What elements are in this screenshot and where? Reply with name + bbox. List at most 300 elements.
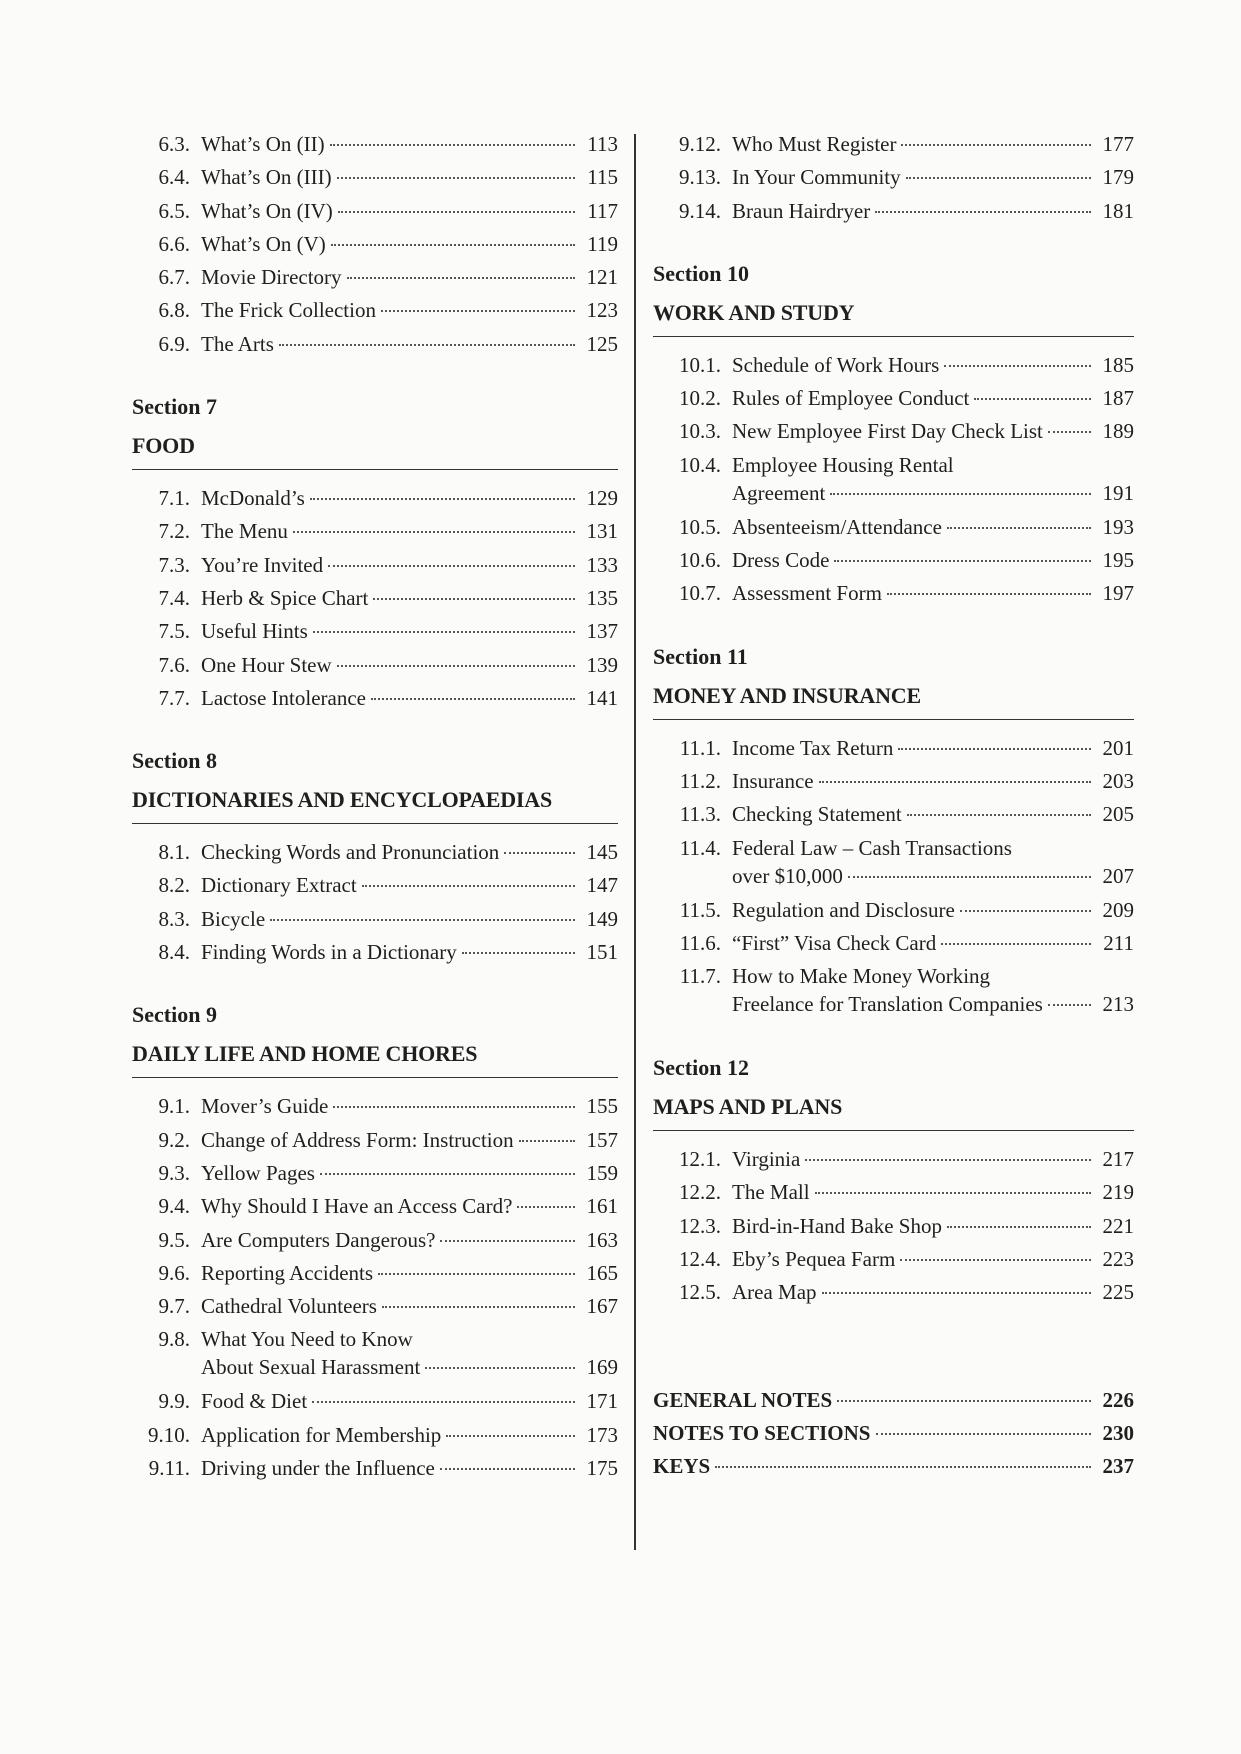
toc-entry[interactable] [653,1276,1134,1309]
dot-leader [371,698,575,700]
entry-page-number: 165 [586,1260,618,1285]
entry-number: 9.10. [148,1422,190,1447]
dot-leader [960,910,1091,912]
entry-number: 7.3. [158,552,190,577]
dot-leader [900,1259,1091,1261]
dot-leader [1048,431,1091,433]
toc-entry[interactable] [653,732,1134,765]
entry-page-number: 151 [586,940,618,965]
entry-page-number: 205 [1102,802,1134,827]
dot-leader [440,1240,575,1242]
entry-title: Herb & Spice Chart [201,585,369,610]
entry-number: 12.4. [679,1247,721,1272]
toc-entry[interactable] [653,765,1134,798]
toc-entry-line [132,1353,618,1381]
dot-leader [313,631,575,633]
dot-leader [830,493,1091,495]
toc-entry[interactable] [132,649,618,682]
entry-title: The Mall [732,1180,810,1205]
toc-entry[interactable] [653,798,1134,831]
entry-title: Checking Words and Pronunciation [201,840,500,865]
toc-entry[interactable] [653,415,1134,448]
entry-number: 6.7. [158,265,190,290]
toc-entry[interactable] [653,832,1134,894]
entry-number: 9.7. [158,1294,190,1319]
toc-entry[interactable] [653,128,1134,161]
right-sections [653,258,1134,1310]
entry-page-number: 141 [586,685,618,710]
toc-entry[interactable] [653,449,1134,511]
entry-page-number: 155 [586,1094,618,1119]
entry-title: Lactose Intolerance [201,685,366,710]
entry-page-number: 221 [1102,1213,1134,1238]
entry-page-number: 209 [1102,897,1134,922]
right-column [653,128,1134,1484]
dot-leader [337,177,575,179]
entry-page-number: 211 [1103,930,1134,955]
toc-entry[interactable] [132,1419,618,1452]
toc-entry[interactable] [653,1243,1134,1276]
entry-page-number: 169 [586,1355,618,1380]
left-column [132,128,618,1485]
entry-page-number: 226 [1102,1387,1134,1412]
entry-title: Mover’s Guide [201,1094,329,1119]
entry-title: Cathedral Volunteers [201,1294,377,1319]
entry-title: Who Must Register [732,132,897,156]
entry-title: Federal Law – Cash Transactions [732,835,1012,860]
toc-entry[interactable] [132,294,618,327]
section-title: WORK AND STUDY [653,298,1134,337]
entry-title-continued: over $10,000 [732,863,843,888]
entry-number: 9.4. [158,1194,190,1219]
dot-leader [462,952,575,954]
entry-title: Are Computers Dangerous? [201,1227,436,1252]
entry-number: 10.4. [679,452,721,477]
entry-page-number: 145 [586,840,618,865]
entry-title: The Arts [201,331,274,356]
toc-entry[interactable] [132,1452,618,1485]
entry-number: 9.6. [158,1260,190,1285]
entry-page-number: 179 [1102,165,1134,190]
entry-page-number: 203 [1102,768,1134,793]
toc-entry-line [653,990,1134,1018]
entry-number: 6.6. [158,231,190,256]
dot-leader [328,565,575,567]
entry-number: 9.3. [158,1160,190,1185]
entry-page-number: 147 [586,873,618,898]
entry-page-number: 217 [1102,1147,1134,1172]
entry-title: KEYS [653,1454,711,1479]
dot-leader [834,560,1091,562]
entry-page-number: 129 [586,486,618,511]
entry-number: 6.4. [158,165,190,190]
dot-leader [312,1401,575,1403]
dot-leader [1048,1004,1091,1006]
section-label: Section 11 [653,643,748,669]
toc-entry[interactable] [653,577,1134,610]
entry-number: 10.6. [679,548,721,573]
entry-title: Application for Membership [201,1422,442,1447]
entry-number: 11.1. [679,735,721,760]
entry-title: In Your Community [732,165,901,190]
entry-title: NOTES TO SECTIONS [653,1420,871,1445]
toc-entry[interactable] [132,161,618,194]
entry-title: How to Make Money Working [732,964,991,989]
dot-leader [333,1106,575,1108]
entry-number: 7.7. [158,685,190,710]
entry-number: 8.4. [158,940,190,965]
section-label: Section 10 [653,260,749,286]
entry-page-number: 163 [586,1227,618,1252]
entry-title: Bird-in-Hand Bake Shop [732,1213,942,1238]
entry-number: 9.2. [158,1127,190,1152]
entry-number: 9.9. [158,1389,190,1414]
dot-leader [805,1159,1091,1161]
toc-entry-line [653,962,1134,990]
entry-title: What’s On (IV) [201,198,333,223]
toc-entry[interactable] [653,894,1134,927]
entry-number: 7.1. [158,486,190,511]
final-entries [653,1384,1134,1484]
entry-title: Food & Diet [201,1389,308,1414]
dot-leader [941,943,1091,945]
entry-number: 10.1. [679,352,721,377]
entry-page-number: 230 [1102,1420,1134,1445]
entry-number: 12.1. [679,1147,721,1172]
toc-entry[interactable] [132,836,618,869]
entry-title-continued: Agreement [732,480,826,505]
dot-leader [819,781,1091,783]
entry-title: One Hour Stew [201,652,332,677]
entry-number: 7.5. [158,619,190,644]
section-label: Section 9 [132,1002,217,1028]
entry-title: The Menu [201,519,288,544]
toc-entry[interactable] [653,1417,1134,1450]
entry-title: Driving under the Influence [201,1456,435,1481]
toc-entry[interactable] [132,1190,618,1223]
dot-leader [875,211,1091,213]
entry-page-number: 181 [1102,198,1134,223]
toc-entry[interactable] [653,161,1134,194]
entry-page-number: 149 [586,906,618,931]
dot-leader [381,310,575,312]
entry-page-number: 133 [586,552,618,577]
dot-leader [947,527,1091,529]
entry-number: 8.1. [158,840,190,865]
entry-page-number: 187 [1102,386,1134,411]
entry-number: 9.13. [679,165,721,190]
toc-entry[interactable] [653,544,1134,577]
column-divider [634,134,636,1550]
entry-title: Yellow Pages [201,1160,315,1185]
toc-entry[interactable] [132,1090,618,1123]
entry-title: Schedule of Work Hours [732,352,940,377]
entry-number: 9.5. [158,1227,190,1252]
section-title: MONEY AND INSURANCE [653,681,1134,720]
section-title: MAPS AND PLANS [653,1092,1134,1131]
entry-page-number: 201 [1102,735,1134,760]
toc-entry[interactable] [132,328,618,361]
entry-title: The Frick Collection [201,298,376,323]
dot-leader [504,852,575,854]
dot-leader [425,1367,575,1369]
toc-entry[interactable] [653,1210,1134,1243]
toc-entry[interactable] [653,927,1134,960]
toc-entry[interactable] [132,1290,618,1323]
entry-number: 9.8. [158,1327,190,1352]
entry-number: 11.5. [679,897,721,922]
dot-leader [907,814,1091,816]
toc-entry[interactable] [653,382,1134,415]
toc-entry[interactable] [132,549,618,582]
right-top-entries [653,128,1134,228]
dot-leader [837,1400,1091,1402]
entry-page-number: 139 [586,652,618,677]
toc-entry[interactable] [653,195,1134,228]
entry-page-number: 219 [1102,1180,1134,1205]
left-top-entries [132,128,618,361]
entry-number: 9.12. [679,132,721,156]
section-label: Section 7 [132,394,217,420]
entry-title: New Employee First Day Check List [732,419,1043,444]
entry-title: Dictionary Extract [201,873,357,898]
entry-title-continued: About Sexual Harassment [201,1355,421,1380]
entry-number: 10.3. [679,419,721,444]
entry-title: Area Map [732,1280,817,1305]
entry-number: 7.4. [158,585,190,610]
toc-section [653,258,1134,611]
entry-page-number: 117 [587,198,618,223]
dot-leader [947,1226,1091,1228]
toc-entry[interactable] [132,515,618,548]
entry-page-number: 189 [1102,419,1134,444]
entry-title: Useful Hints [201,619,308,644]
entry-number: 11.2. [679,768,721,793]
entry-page-number: 185 [1102,352,1134,377]
toc-entry-line [653,862,1134,890]
toc-entry-line [653,451,1134,479]
toc-entry[interactable] [132,1323,618,1385]
entry-title: Finding Words in a Dictionary [201,940,457,965]
dot-leader [876,1433,1092,1435]
entry-title: Assessment Form [732,581,882,606]
entry-title: Employee Housing Rental [732,452,954,477]
entry-page-number: 193 [1102,514,1134,539]
toc-entry[interactable] [132,1224,618,1257]
entry-title: Regulation and Disclosure [732,897,955,922]
dot-leader [378,1273,575,1275]
dot-leader [887,593,1091,595]
toc-entry[interactable] [653,511,1134,544]
entry-page-number: 175 [586,1456,618,1481]
entry-title: GENERAL NOTES [653,1387,833,1412]
entry-number: 11.3. [679,802,721,827]
toc-entry[interactable] [132,228,618,261]
toc-entry[interactable] [653,1176,1134,1209]
dot-leader [944,365,1091,367]
entry-number: 8.2. [158,873,190,898]
entry-number: 11.6. [679,930,721,955]
dot-leader [338,211,575,213]
entry-number: 6.3. [158,132,190,156]
entry-page-number: 137 [586,619,618,644]
entry-number: 10.7. [679,581,721,606]
entry-page-number: 113 [587,132,618,156]
dot-leader [310,498,575,500]
entry-title: Income Tax Return [732,735,894,760]
dot-leader [320,1173,575,1175]
dot-leader [519,1140,575,1142]
entry-page-number: 213 [1102,992,1134,1017]
entry-title: Rules of Employee Conduct [732,386,970,411]
entry-title: Absenteeism/Attendance [732,514,942,539]
entry-number: 7.6. [158,652,190,677]
entry-page-number: 237 [1102,1454,1134,1479]
toc-section [132,745,618,969]
toc-entry[interactable] [132,615,618,648]
left-sections [132,391,618,1485]
toc-entry[interactable] [132,869,618,902]
entry-title: Reporting Accidents [201,1260,374,1285]
dot-leader [330,144,575,146]
entry-page-number: 173 [586,1422,618,1447]
entry-page-number: 177 [1102,132,1134,156]
dot-leader [815,1192,1091,1194]
dot-leader [382,1306,575,1308]
toc-entry[interactable] [132,261,618,294]
entry-title: What’s On (III) [201,165,332,190]
dot-leader [898,748,1091,750]
entry-title: Movie Directory [201,265,342,290]
entry-page-number: 115 [587,165,618,190]
entry-title: Bicycle [201,906,266,931]
entry-title: “First” Visa Check Card [732,930,937,955]
section-title: DAILY LIFE AND HOME CHORES [132,1039,618,1078]
dot-leader [822,1292,1091,1294]
toc-entry[interactable] [132,128,618,161]
toc-entry[interactable] [132,1124,618,1157]
entry-number: 7.2. [158,519,190,544]
entry-number: 12.5. [679,1280,721,1305]
entry-number: 8.3. [158,906,190,931]
entry-page-number: 207 [1102,863,1134,888]
entry-number: 10.2. [679,386,721,411]
dot-leader [715,1466,1091,1468]
dot-leader [293,531,575,533]
toc-section [132,999,618,1485]
toc-entry-line [653,479,1134,507]
entry-number: 9.11. [148,1456,190,1481]
toc-entry[interactable] [132,903,618,936]
entry-page-number: 131 [586,519,618,544]
toc-entry-line [653,834,1134,862]
entry-number: 6.5. [158,198,190,223]
section-title: FOOD [132,431,618,470]
entry-page-number: 225 [1102,1280,1134,1305]
dot-leader [901,144,1091,146]
entry-title-continued: Freelance for Translation Companies [732,992,1043,1017]
entry-title: What’s On (II) [201,132,325,156]
entry-title: Insurance [732,768,814,793]
entry-page-number: 135 [586,585,618,610]
dot-leader [337,665,575,667]
entry-page-number: 161 [586,1194,618,1219]
entry-page-number: 191 [1102,480,1134,505]
entry-number: 11.4. [679,835,721,860]
entry-title: Braun Hairdryer [732,198,871,223]
toc-entry[interactable] [132,195,618,228]
entry-page-number: 119 [587,231,618,256]
toc-entry[interactable] [653,1143,1134,1176]
entry-title: McDonald’s [201,486,305,511]
toc-entry-line [132,1325,618,1353]
toc-entry[interactable] [132,1257,618,1290]
dot-leader [270,919,575,921]
entry-page-number: 159 [586,1160,618,1185]
toc-entry[interactable] [132,936,618,969]
dot-leader [848,876,1091,878]
entry-title: Checking Statement [732,802,902,827]
entry-number: 12.2. [679,1180,721,1205]
entry-number: 10.5. [679,514,721,539]
entry-number: 9.1. [158,1094,190,1119]
toc-entry[interactable] [653,960,1134,1022]
entry-number: 6.8. [158,298,190,323]
toc-entry[interactable] [132,1385,618,1418]
entry-title: What’s On (V) [201,231,326,256]
entry-title: Change of Address Form: Instruction [201,1127,514,1152]
dot-leader [373,598,575,600]
section-label: Section 8 [132,748,217,774]
entry-title: Virginia [732,1147,801,1172]
dot-leader [347,277,575,279]
entry-page-number: 125 [586,331,618,356]
entry-page-number: 157 [586,1127,618,1152]
toc-entry[interactable] [132,682,618,715]
entry-number: 6.9. [158,331,190,356]
toc-section [132,391,618,715]
toc-entry[interactable] [132,1157,618,1190]
toc-entry[interactable] [132,482,618,515]
dot-leader [906,177,1091,179]
entry-title: Why Should I Have an Access Card? [201,1194,513,1219]
dot-leader [279,344,575,346]
toc-entry[interactable] [132,582,618,615]
toc-entry[interactable] [653,1384,1134,1417]
entry-page-number: 195 [1102,548,1134,573]
entry-number: 12.3. [679,1213,721,1238]
toc-entry[interactable] [653,1450,1134,1483]
entry-number: 11.7. [679,964,721,989]
toc-entry[interactable] [653,349,1134,382]
entry-page-number: 223 [1102,1247,1134,1272]
dot-leader [331,244,575,246]
dot-leader [446,1435,575,1437]
toc-section [653,641,1134,1022]
entry-title: Dress Code [732,548,830,573]
entry-title: What You Need to Know [201,1327,413,1352]
dot-leader [440,1468,575,1470]
entry-title: You’re Invited [201,552,324,577]
section-label: Section 12 [653,1055,749,1081]
dot-leader [974,398,1091,400]
entry-page-number: 167 [586,1294,618,1319]
entry-title: Eby’s Pequea Farm [732,1247,896,1272]
entry-page-number: 197 [1102,581,1134,606]
entry-page-number: 123 [586,298,618,323]
dot-leader [362,885,575,887]
dot-leader [517,1206,575,1208]
